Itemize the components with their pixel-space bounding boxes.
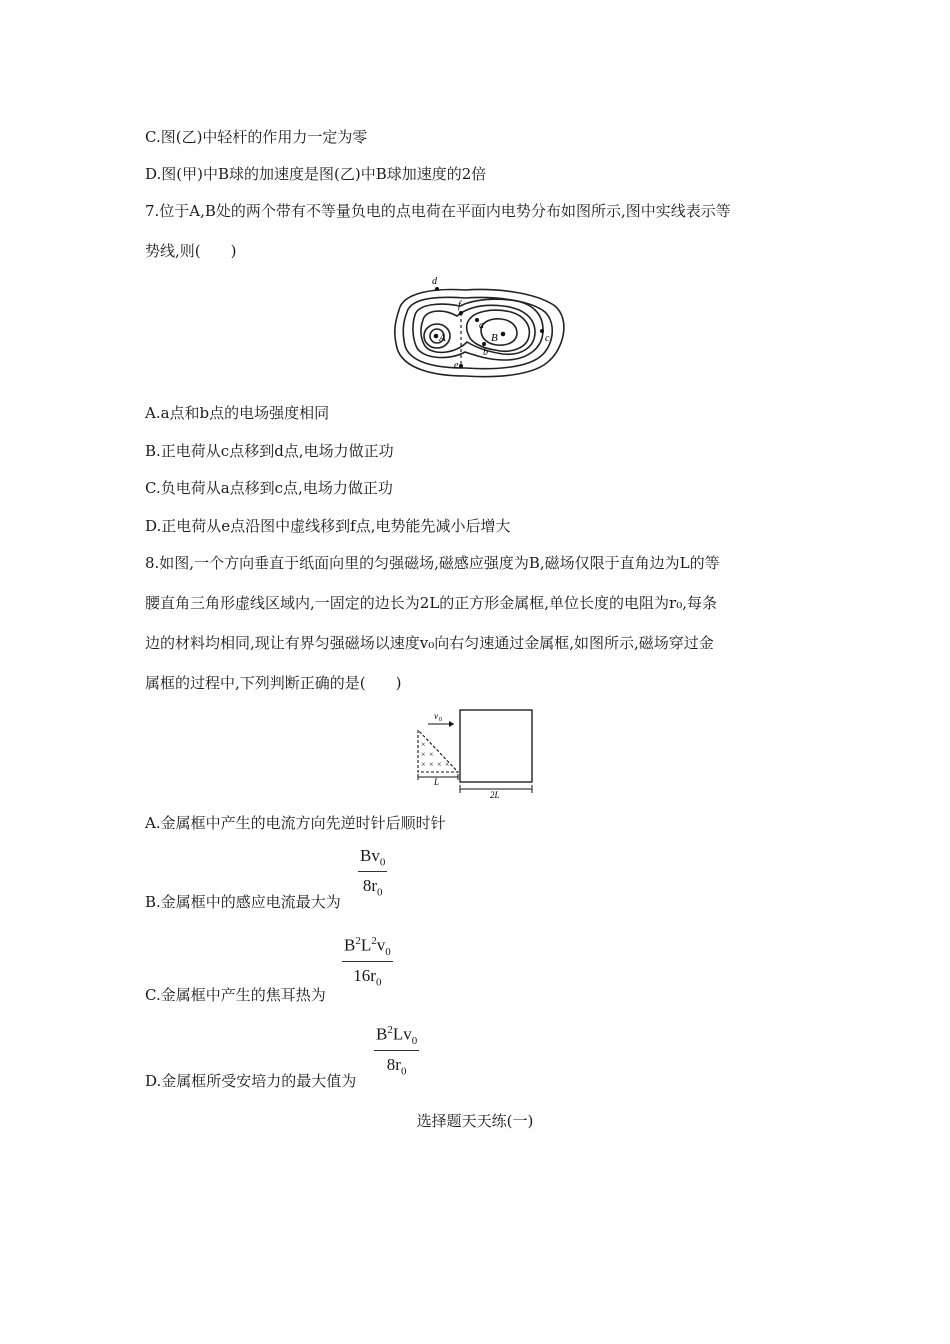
label-c: c: [545, 333, 550, 344]
magnetic-field-figure: [410, 705, 540, 800]
field-symbol: ×: [421, 760, 426, 769]
option-7a: A.a点和b点的电场强度相同: [145, 404, 330, 422]
label-d: d: [432, 276, 437, 287]
label-A: A: [439, 332, 446, 344]
option-8a: A.金属框中产生的电流方向先逆时针后顺时针: [145, 814, 446, 832]
label-b: b: [483, 347, 488, 358]
question-8-stem-cont-3: 属框的过程中,下列判断正确的是( ): [145, 674, 402, 692]
length-label-2L: 2L: [490, 790, 500, 800]
question-7-stem: 7.位于A,B处的两个带有不等量负电的点电荷在平面内电势分布如图所示,图中实线表示等: [145, 202, 731, 220]
page-footer: 选择题天天练(一): [416, 1112, 534, 1130]
option-7b: B.正电荷从c点移到d点,电场力做正功: [145, 442, 394, 460]
field-symbol: ×: [429, 750, 434, 759]
question-7-stem-cont: 势线,则( ): [145, 242, 237, 260]
label-e: e: [454, 360, 459, 371]
option-8d: D.金属框所受安培力的最大值为: [145, 1072, 357, 1090]
field-symbol: ×: [445, 760, 450, 769]
label-f: f: [458, 300, 461, 311]
option-6c: C.图(乙)中轻杆的作用力一定为零: [145, 128, 368, 146]
option-8b: B.金属框中的感应电流最大为: [145, 893, 341, 911]
question-8-stem: 8.如图,一个方向垂直于纸面向里的匀强磁场,磁感应强度为B,磁场仅限于直角边为L的等: [145, 554, 720, 572]
option-7d: D.正电荷从e点沿图中虚线移到f点,电势能先减小后增大: [145, 517, 511, 535]
fraction-8d: $\frac{B^2Lv_0}{8r_0}$: [376, 1024, 418, 1078]
field-symbol: ×: [421, 750, 426, 759]
option-6d: D.图(甲)中B球的加速度是图(乙)中B球加速度的2倍: [145, 165, 487, 183]
field-symbol: ×: [421, 740, 426, 749]
equipotential-figure: [385, 270, 575, 385]
field-symbol: ×: [437, 760, 442, 769]
question-8-stem-cont-2: 边的材料均相同,现让有界匀强磁场以速度v₀向右匀速通过金属框,如图所示,磁场穿过金: [145, 634, 714, 652]
length-label-L: L: [434, 777, 440, 787]
fraction-8c: $\frac{B^2L^2v_0}{16r_0}$: [344, 935, 391, 989]
field-symbol: ×: [429, 760, 434, 769]
question-8-stem-cont-1: 腰直角三角形虚线区域内,一固定的边长为2L的正方形金属框,单位长度的电阻为r₀,每条: [145, 594, 717, 612]
fraction-8b: $\frac{Bv_0}{8r_0}$: [360, 846, 386, 899]
option-8c: C.金属框中产生的焦耳热为: [145, 986, 326, 1004]
velocity-label: v: [434, 711, 438, 721]
velocity-label-sub: 0: [439, 717, 442, 723]
option-7c: C.负电荷从a点移到c点,电场力做正功: [145, 479, 393, 497]
label-B: B: [491, 332, 498, 344]
label-a: a: [479, 320, 484, 331]
